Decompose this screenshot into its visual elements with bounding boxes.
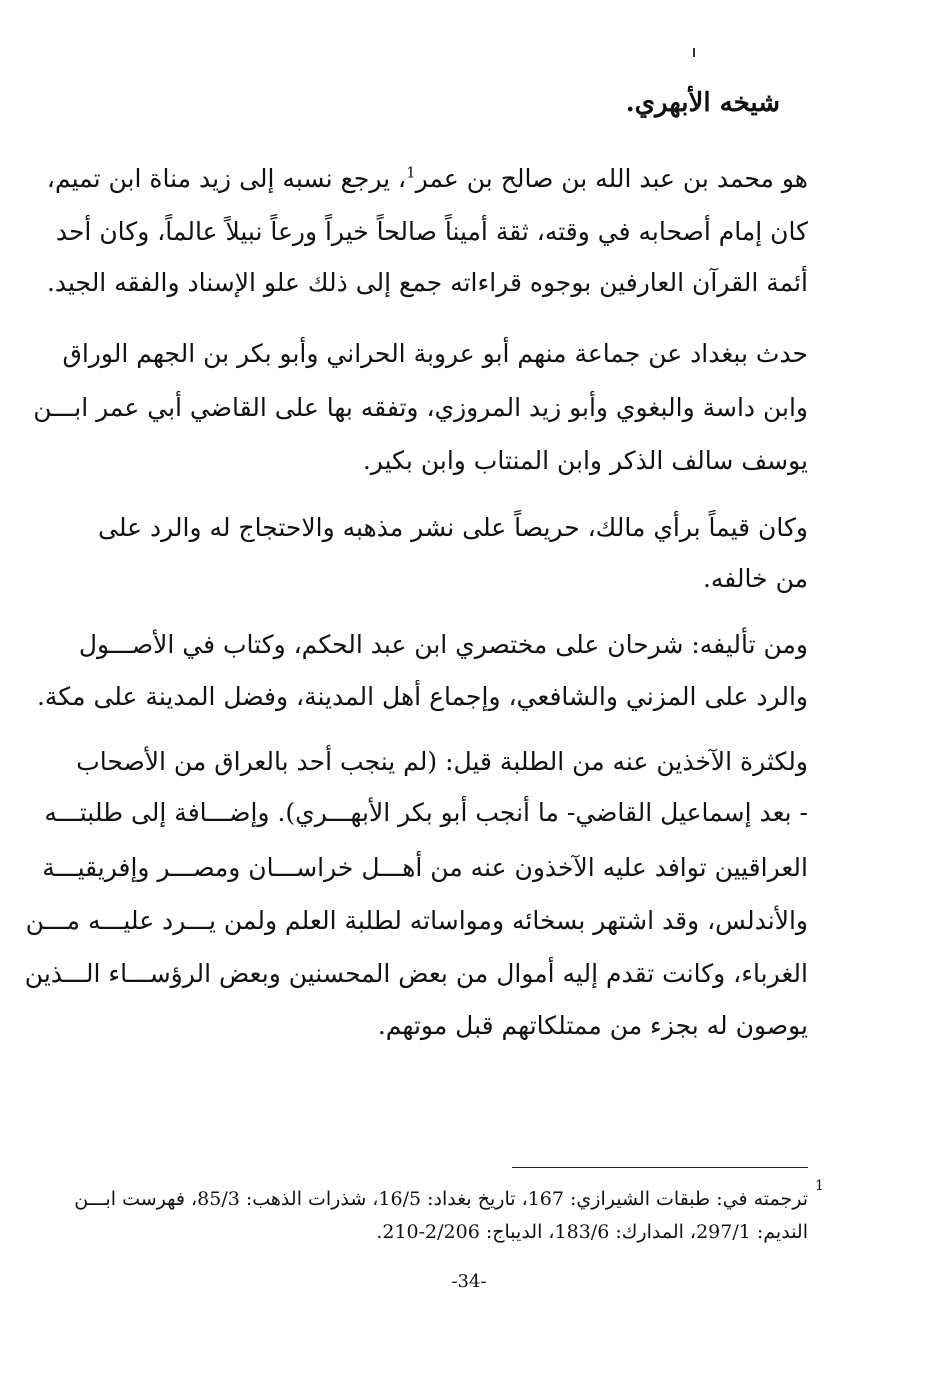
- text-line: الغرباء، وكانت تقدم إليه أموال من بعض المحسنين وبعض الرؤســـاء الـــذين: [24, 959, 808, 988]
- text-line: حدث ببغداد عن جماعة منهم أبو عروبة الحراني وأبو بكر بن الجهم الوراق: [62, 339, 808, 368]
- text-line: وابن داسة والبغوي وأبو زيد المروزي، وتفقه بها على القاضي أبي عمر ابـــن: [33, 393, 808, 422]
- text-line: العراقيين توافد عليه الآخذون عنه من أهـــل خراســـان ومصـــر وإفريقيـــة: [42, 853, 808, 882]
- text-line: وكان قيماً برأي مالك، حريصاً على نشر مذهبه والاحتجاج له والرد على: [98, 513, 808, 542]
- text-line: يوسف سالف الذكر وابن المنتاب وابن بكير.: [362, 446, 808, 475]
- footnote-reference: 1: [406, 163, 416, 182]
- text-line: ولكثرة الآخذين عنه من الطلبة قيل: (لم ينجب أحد بالعراق من الأصحاب: [76, 747, 808, 776]
- text-line: والأندلس، وقد اشتهر بسخائه ومواساته لطلبة العلم ولمن يـــرد عليـــه مـــن: [25, 906, 808, 935]
- text-line: - بعد إسماعيل القاضي- ما أنجب أبو بكر الأبهـــري). وإضـــافة إلى طلبتـــه: [44, 798, 808, 827]
- text-line: يوصون له بجزء من ممتلكاتهم قبل موتهم.: [377, 1011, 808, 1040]
- text-segment: ، يرجع نسبه إلى زيد مناة ابن تميم،: [46, 164, 407, 193]
- footnote-line: ترجمته في: طبقات الشيرازي: 167، تاريخ بغداد: 16/5، شذرات الذهب: 85/3، فهرست ابـــن: [74, 1188, 808, 1210]
- margin-mark: [693, 48, 695, 57]
- text-line: أئمة القرآن العارفين بوجوه قراءاته جمع إلى ذلك علو الإسناد والفقه الجيد.: [46, 268, 808, 297]
- text-line: والرد على المزني والشافعي، وإجماع أهل المدينة، وفضل المدينة على مكة.: [36, 682, 808, 711]
- text-segment: هو محمد بن عبد الله بن صالح بن عمر: [415, 164, 808, 193]
- text-line: [46, 163, 808, 193]
- footnote-line: النديم: 297/1، المدارك: 183/6، الديباج: 2/206-210.: [376, 1221, 808, 1243]
- text-line: من خالفه.: [702, 564, 808, 593]
- text-line: ومن تأليفه: شرحان على مختصري ابن عبد الحكم، وكتاب في الأصـــول: [78, 630, 808, 659]
- footnote-separator: [512, 1167, 808, 1168]
- section-heading: شيخه الأبهري.: [625, 88, 780, 118]
- footnote-marker: 1: [815, 1178, 824, 1194]
- page-number: -34-: [451, 1271, 487, 1292]
- text-line: كان إمام أصحابه في وقته، ثقة أميناً صالحاً خيراً ورعاً نبيلاً عالماً، وكان أحد: [55, 217, 808, 246]
